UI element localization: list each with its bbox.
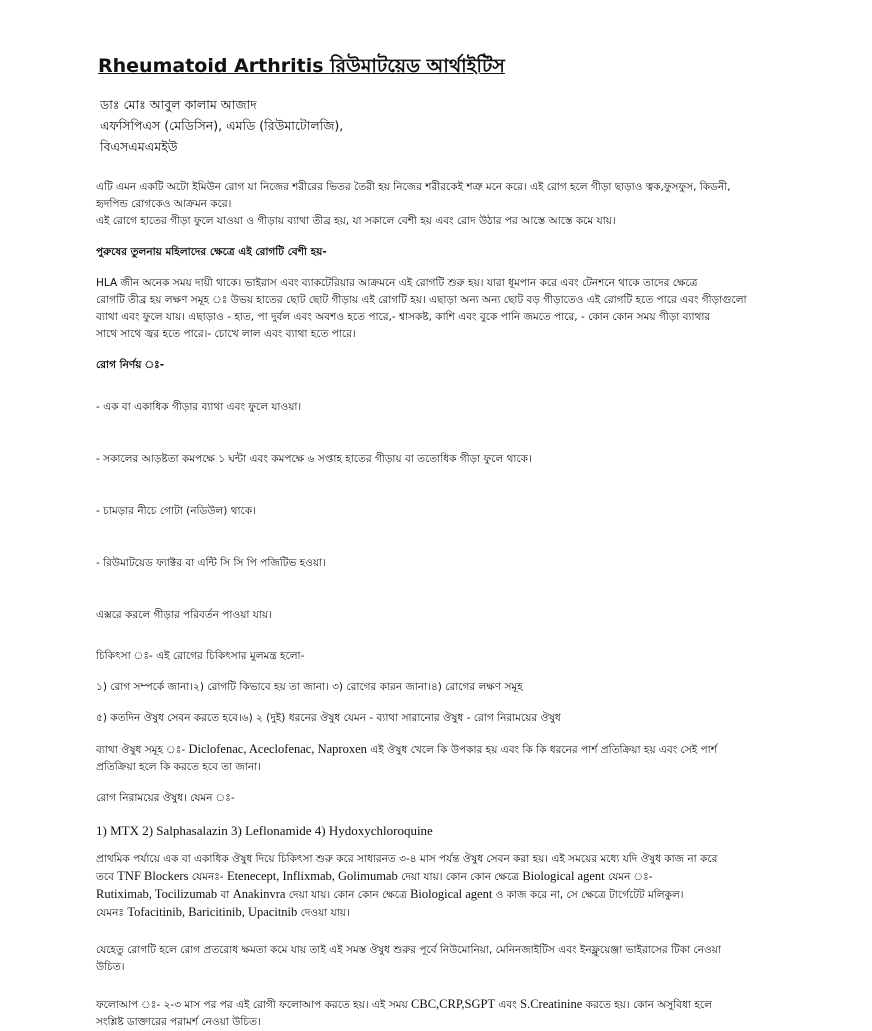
- biological-agent: Biological agent: [410, 887, 493, 901]
- diagnosis-item-5: এক্সরে করলে গীড়ার পরিবর্তন পাওয়া যায়।: [96, 608, 272, 621]
- treatment-points-1: ১) রোগ সম্পর্কে জানা।২) রোগটি কিভাবে হয় তা জানা। ৩) রোগের কারন জানা।৪) রোগের লক্ষণ সমূহ: [96, 681, 523, 693]
- biologic-text: যেমন ঃ-: [604, 871, 653, 883]
- followup-text: এবং: [495, 999, 521, 1011]
- tnf-blockers: TNF Blockers: [117, 869, 189, 883]
- author-name: ডাঃ মোঃ আবুল কালাম আজাদ: [100, 97, 257, 112]
- followup-text: করতে হয়। কোন অসুবিধা হলে: [582, 999, 712, 1011]
- cause-line-4: সাথে সাথে জ্বর হতে পারে।- চোখে লাল এবং ব্যাথা হতে পারে।: [96, 328, 356, 340]
- biological-agent: Biological agent: [522, 869, 605, 883]
- cause-line-1: HLA জীন অনেক সময় দায়ী থাকে। ভাইরাস এবং ব্যাকটেরিয়ার আক্রমনে এই রোগটি শুরু হয়। যারা ধূমপান করে এবং টেনশনে থাকে তাদের ক্ষেত্রে: [96, 277, 698, 289]
- intro-line-1: এটি এমন একটি অটো ইমিউন রোগ যা নিজের শরীরের ভিতর তৈরী হয় নিজের শরীরকেই শত্রু মনে করে। এই রোগ হলে গীড়া ছাড়াও ত্বক,ফুসফুস, কিডনী,: [96, 181, 731, 193]
- diagnosis-item-4: - রিউমাটয়েড ফ্যাক্টর বা এন্টি সি সি পি পজিটিভ হওয়া।: [96, 556, 326, 569]
- diagnosis-item-3: - চামড়ার নীচে গোটা (নডিউল) থাকে।: [96, 504, 256, 517]
- tnf-drugs: Etenecept, Inflixmab, Golimumab: [226, 869, 398, 883]
- painkillers-line-1: [96, 741, 796, 759]
- biologic-text: দেয়া যায়। কোন কোন ক্ষেত্রে: [285, 889, 411, 901]
- intro-line-3: এই রোগে হাতের গীড়া ফুলে যাওয়া ও গীড়ায় ব্যাথা তীব্র হয়, যা সকালে বেশী হয় এবং রোদ উঠার পর আস্তে আস্তে কমে যায়।: [96, 215, 616, 227]
- biologic-text: ও কাজ করে না, সে ক্ষেত্রে টার্গেটেট মলিকুল।: [492, 889, 684, 901]
- followup-tests: CBC,CRP,SGPT: [411, 997, 496, 1011]
- targeted-drugs: Tofacitinib, Baricitinib, Upacitnib: [127, 905, 298, 919]
- followup-text: ফলোআপ ঃ- ২-৩ মাস পর পর এই রোগী ফলোআপ করতে হয়। এই সময়: [96, 999, 412, 1011]
- biologic-line-1: প্রাথমিক পর্যায়ে এক বা একাধিক ঔষুধ দিয়ে চিকিৎসা শুরু করে সাধারনত ৩-৪ মাস পর্যন্ত ঔষুধ সেবন করা হয়। এই সময়ের মধ্যে যদি ঔষুধ কাজ না করে: [96, 853, 718, 865]
- followup-line-2: সংশ্লিষ্ট ডাক্তারের পরামর্শ নেওয়া উচিত।: [96, 1016, 261, 1028]
- intro-line-2: হৃদপিন্ড রোগকেও আক্রমন করে।: [96, 198, 232, 210]
- biologic-text: তবে: [96, 871, 118, 883]
- biologic-text: যেমনঃ-: [188, 871, 227, 883]
- women-note: পুরুষের তুলনায় মহিলাদের ক্ষেত্রে এই রোগটি বেশী হয়-: [96, 246, 327, 258]
- painkillers-label: ব্যাথা ঔষুধ সমূহ ঃ-: [96, 744, 189, 756]
- biologic-drugs: Rutiximab, Tocilizumab: [96, 887, 218, 901]
- cause-line-2: রোগটি তীব্র হয় লক্ষণ সমূহ ঃ উভয় হাতের ছোট ছোট গীড়ায় এই রোগটি হয়। এছাড়া অন্য অন্য ছোট বড় গীড়াতেও এই রোগটি হতে পারে এবং গীড়াগুলো: [96, 294, 747, 306]
- cause-line-3: ব্যাথা এবং ফুলে যায়। এছাড়াও - হাত, পা দুর্বল এবং অবশও হতে পারে,- শ্বাসকষ্ট, কাশি এবং বুকে পানি জমতে পারে, - কোন কোন সময় গীড়া ব্যাথার: [96, 311, 711, 323]
- biologic-line-3: [96, 886, 796, 904]
- diagnosis-item-1: - এক বা একাধিক গীড়ার ব্যাথা এবং ফুলে যাওয়া।: [96, 400, 302, 413]
- biologic-text: যেমনঃ: [96, 907, 128, 919]
- painkillers-rest-1: এই ঔষুধ খেলে কি উপকার হয় এবং কি কি ধরনের পার্শ প্রতিক্রিয়া হয় এবং সেই পার্শ: [366, 744, 717, 756]
- author-institution: বিএসএমএমইউ: [100, 139, 178, 154]
- vaccine-line-1: যেহেতু রোগটি হলে রোগ প্রতরোধ ক্ষমতা কমে যায় তাই এই সমস্ত ঔষুধ শুরুর পূর্বে নিউমোনিয়া, মেনিনজাইটিস এবং ইনফ্লুয়েঞ্জা ভাইরাসের টিকা নেওয়া: [96, 944, 721, 956]
- vaccine-line-2: উচিত।: [96, 961, 125, 973]
- dmard-heading: রোগ নিরাময়ের ঔষুধ। যেমন ঃ-: [96, 792, 235, 804]
- dmard-list: 1) MTX 2) Salphasalazin 3) Leflonamide 4) Hydoxychloroquine: [96, 823, 433, 838]
- biologic-line-2: [96, 868, 796, 886]
- painkillers-line-2: প্রতিক্রিয়া হলে কি করতে হবে তা জানা।: [96, 761, 261, 773]
- author-degrees: এফসিপিএস (মেডিসিন), এমডি (রিউমাটোলজি),: [100, 118, 344, 133]
- treatment-line: চিকিৎসা ঃ- এই রোগের চিকিৎসার মুলমন্ত্র হলো-: [96, 650, 305, 662]
- biologic-line-4: [96, 904, 796, 922]
- biologic-text: দেওয়া যায়।: [297, 907, 350, 919]
- followup-creatinine: S.Creatinine: [520, 997, 583, 1011]
- biologic-text: বা: [217, 889, 233, 901]
- diagnosis-item-2: - সকালের আড়ষ্টতা কমপক্ষে ১ ঘন্টা এবং কমপক্ষে ৬ সপ্তাহ হাতের গীড়ায় বা ততোধিক গীড়া ফুলে থাকে।: [96, 452, 532, 465]
- document-title: Rheumatoid Arthritis রিউমাটয়েড আর্থাইটিস: [98, 55, 505, 77]
- biologic-text: দেয়া যায়। কোন কোন ক্ষেত্রে: [397, 871, 523, 883]
- treatment-points-2: ৫) কতদিন ঔষুধ সেবন করতে হবে।৬) ২ (দুই) ধরনের ঔষুধ যেমন - ব্যাথা সারানোর ঔষুধ - রোগ নিরাময়ের ঔষুধ: [96, 712, 561, 724]
- diagnosis-heading: রোগ নির্ণয় ঃ-: [96, 359, 165, 371]
- painkiller-drugs: Diclofenac, Aceclofenac, Naproxen: [188, 742, 367, 756]
- anakinra: Anakinvra: [232, 887, 286, 901]
- followup-line-1: [96, 996, 796, 1014]
